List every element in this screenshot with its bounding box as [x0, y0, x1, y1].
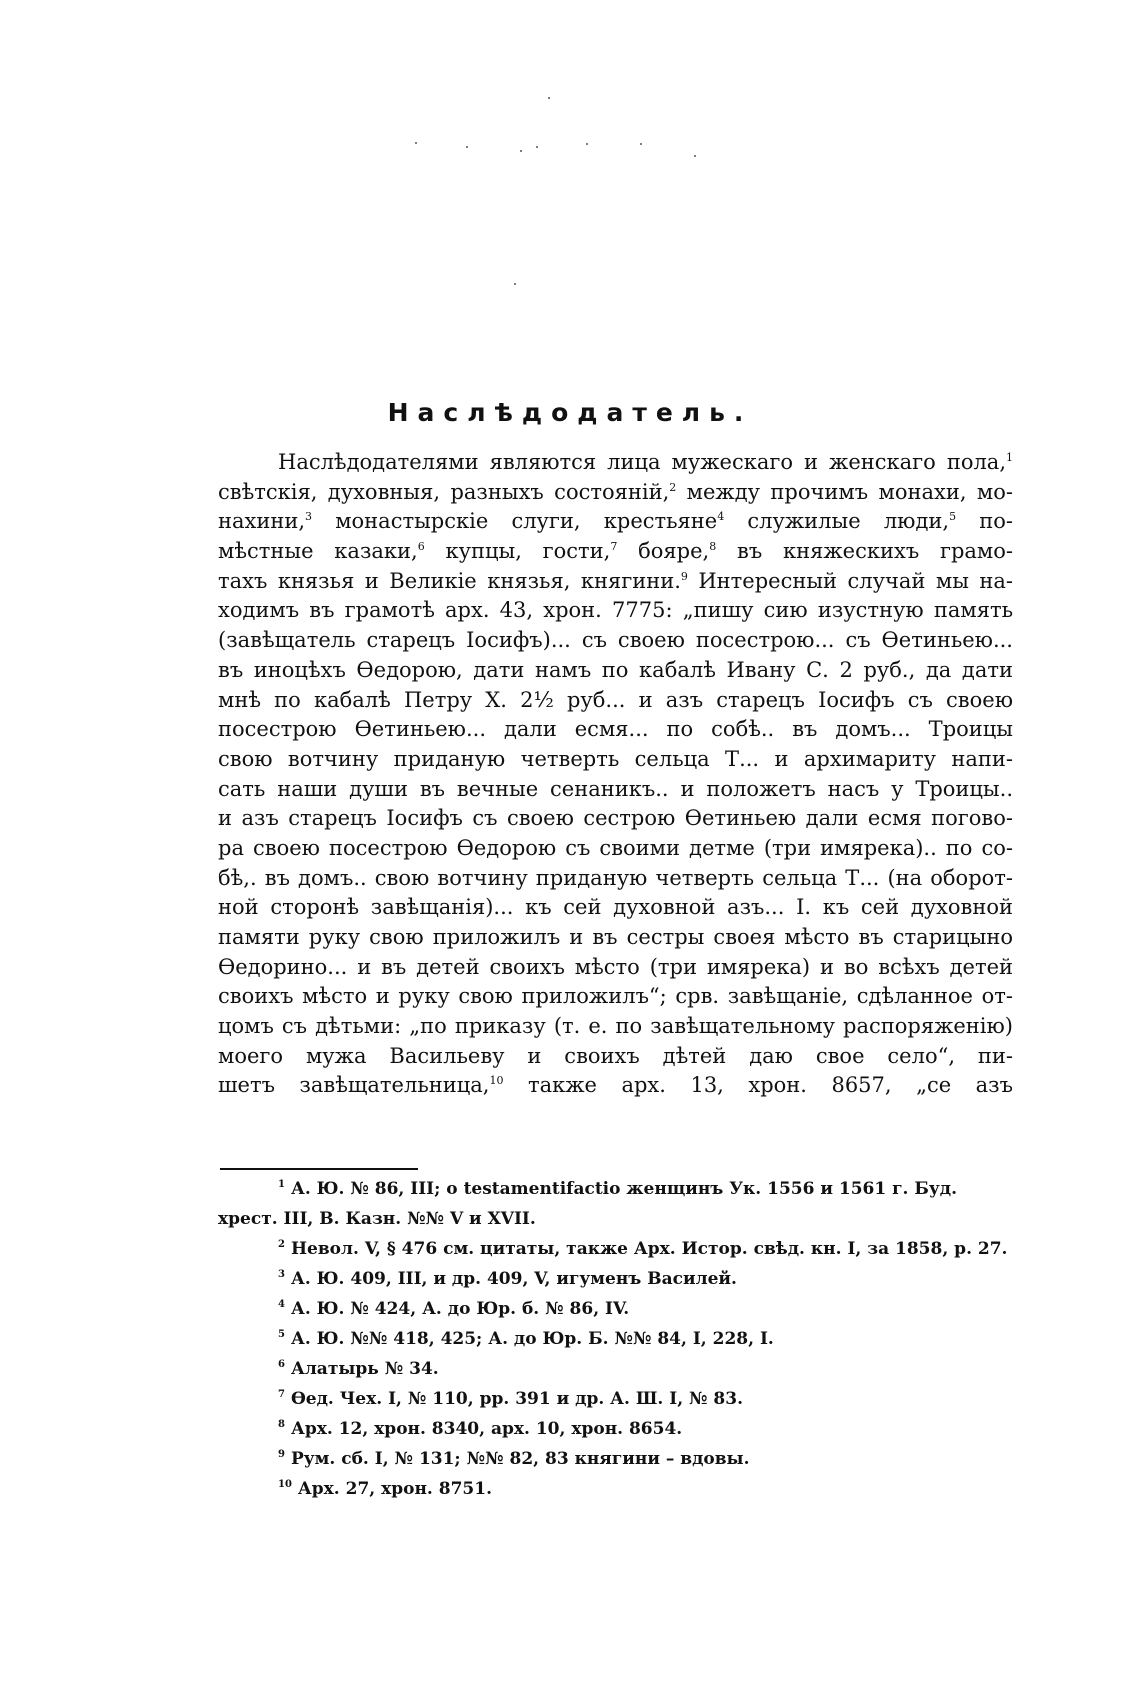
page-title: Наслѣдодатель.: [387, 398, 753, 427]
footnotes-section: [218, 1174, 1013, 1504]
footnote-ref: 7: [610, 540, 618, 554]
text-line: и азъ старецъ Іосифъ съ своею сестрою Ѳетиньею дали есмя погово-: [218, 806, 1013, 831]
text-line: памяти руку свою приложилъ и въ сестры своея мѣсто въ старицыно: [218, 925, 1013, 949]
text-line: посестрою Ѳетиньею... дали есмя... по собѣ.. въ домъ... Троицы: [218, 717, 1013, 742]
text-line: свою вотчину приданую четверть сельца Т... и архимариту напи-: [218, 746, 1013, 771]
footnote: $^7$ Ѳед. Чех. I, № 110, рр. 391 и др. А. Ш. I, № 83.: [278, 1389, 744, 1409]
footnote-ref: 6: [417, 540, 425, 554]
footnote-divider: [220, 1168, 418, 1170]
footnote: $^{10}$ Арх. 27, хрон. 8751.: [278, 1479, 492, 1499]
text-line: своихъ мѣсто и руку свою приложилъ“; срв. завѣщаніе, сдѣланное от-: [218, 984, 1013, 1009]
text-line: сать наши души въ вечные сенаникъ.. и положетъ насъ у Троицы..: [218, 776, 1013, 801]
text-line: шетъ завѣщательница,$^{10}$ также арх. 13, хрон. 8657, „се азъ: [218, 1073, 1013, 1098]
footnote-ref: 5: [949, 510, 957, 524]
footnote-ref: 2: [669, 480, 677, 494]
text-line: (завѣщатель старецъ Іосифъ)... съ своею посестрою... съ Ѳетиньею...: [218, 628, 1013, 653]
footnote-ref: 9: [680, 569, 688, 583]
footnote: $^4$ А. Ю. № 424, А. до Юр. б. № 86, IV.: [278, 1299, 630, 1319]
footnote: $^2$ Невол. V, § 476 см. цитаты, также Арх. Истор. свѣд. кн. I, за 1858, р. 27.: [278, 1239, 1008, 1259]
footnote: $^9$ Рум. сб. I, № 131; №№ 82, 83 княгини – вдовы.: [278, 1449, 750, 1469]
footnote: $^1$ А. Ю. № 86, III; о testamentifactio женщинъ Ук. 1556 и 1561 г. Буд.: [278, 1179, 958, 1199]
footnote-ref: 8: [709, 540, 717, 554]
footnote-ref: 3: [305, 510, 313, 524]
footnote: $^3$ А. Ю. 409, III, и др. 409, V, игуменъ Василей.: [278, 1269, 737, 1289]
text-line: мѣстные казаки,$^6$ купцы, гости,$^7$ бояре,$^8$ въ княжескихъ грамо-: [218, 539, 1014, 564]
text-line: ра своею посестрою Ѳедорою съ своими детме (три имярека).. по со-: [218, 835, 1013, 860]
footnote: $^5$ А. Ю. №№ 418, 425; А. до Юр. Б. №№ 84, I, 228, I.: [278, 1329, 774, 1349]
footnote: $^6$ Алатырь № 34.: [278, 1359, 439, 1379]
text-line: въ иноцѣхъ Ѳедорою, дати намъ по кабалѣ Ивану С. 2 руб., да дати: [218, 657, 1013, 682]
text-line: свѣтскія, духовныя, разныхъ состояній,$^2$ между прочимъ монахи, мо-: [218, 479, 1013, 504]
text-line: мнѣ по кабалѣ Петру Х. 2½ руб... и азъ старецъ Іосифъ съ своею: [218, 687, 1013, 712]
footnote-ref: 4: [717, 510, 725, 524]
text-line: Ѳедорино... и въ детей своихъ мѣсто (три имярека) и во всѣхъ детей: [218, 954, 1013, 979]
text-line: цомъ съ дѣтьми: „по приказу (т. е. по завѣщательному распоряженію): [218, 1014, 1013, 1039]
text-line: нахини,$^3$ монастырскіе слуги, крестьяне$^4$ служилые люди,$^5$ по-: [218, 509, 1013, 534]
footnote: $^8$ Арх. 12, хрон. 8340, арх. 10, хрон. 8654.: [278, 1419, 683, 1439]
text-line: бѣ,. въ домъ.. свою вотчину приданую четверть сельца Т... (на оборот-: [218, 865, 1013, 890]
main-paragraph: [218, 448, 1013, 1101]
footnote-continuation: хрест. III, В. Казн. №№ V и XVII.: [218, 1209, 536, 1229]
footnote-ref: 10: [489, 1074, 504, 1088]
text-line: моего мужа Васильеву и своихъ дѣтей даю свое село“, пи-: [218, 1043, 1013, 1068]
text-line: ходимъ въ грамотѣ арх. 43, хрон. 7775: „пишу сию изустную память: [218, 598, 1013, 623]
text-line: тахъ князья и Великіе князья, княгини.$^9$ Интересный случай мы на-: [218, 568, 1013, 593]
text-line: Наслѣдодателями являются лица мужескаго и женскаго пола,$^1$: [278, 450, 1013, 474]
footnote-ref: 1: [1006, 451, 1013, 464]
text-line: ной сторонѣ завѣщанія)... къ сей духовной азъ... І. къ сей духовной: [218, 895, 1013, 920]
